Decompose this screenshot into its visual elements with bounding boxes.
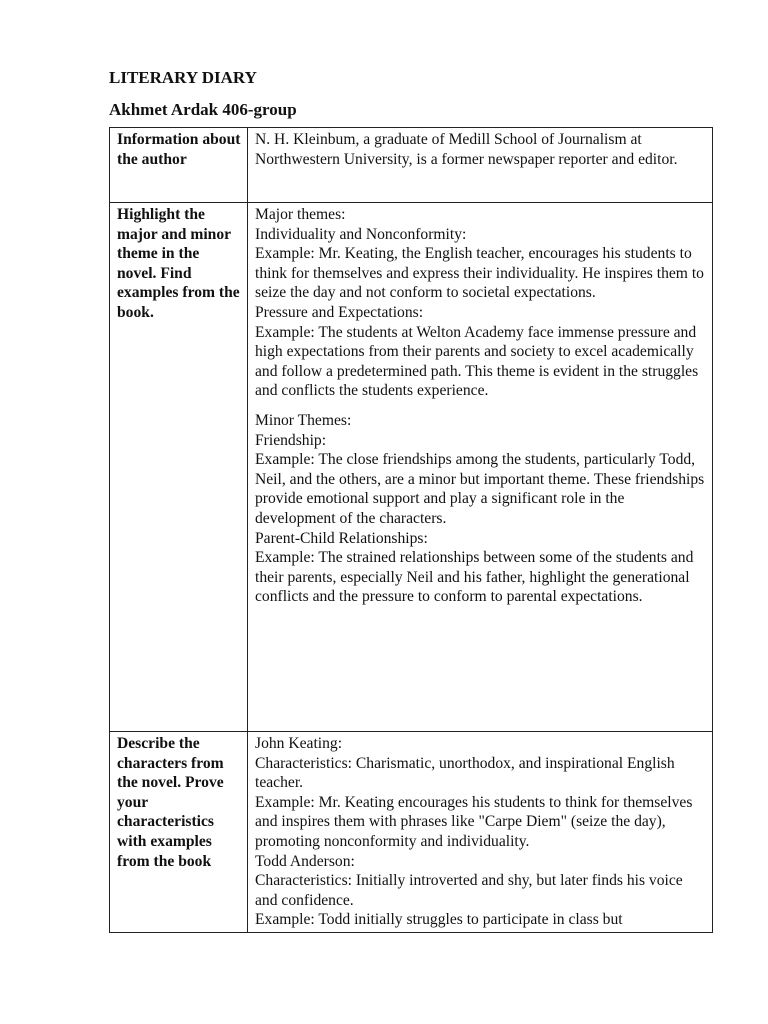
row-content-author [248, 128, 713, 203]
theme-pressure-example: Example: The students at Welton Academy face immense pressure and high expectations from their parents and society to excel academically and follow a predetermined path. This theme is evident in the struggles and conflicts the students experience. [255, 323, 699, 400]
theme-individuality-example: Example: Mr. Keating, the English teacher, encourages his students to think for themselves and express their individuality. He inspires them to seize the day and not conform to societal expectations. [255, 245, 704, 302]
character-keating-characteristics: Characteristics: Charismatic, unorthodox, and inspirational English teacher. [255, 754, 675, 792]
row-label-author: Information about the author [110, 128, 248, 203]
theme-pressure-heading: Pressure and Expectations: [255, 303, 424, 321]
theme-individuality-heading: Individuality and Nonconformity: [255, 225, 467, 243]
paragraph-gap [255, 401, 706, 411]
document-title: LITERARY DIARY [109, 68, 257, 87]
character-keating-name: John Keating: [255, 735, 343, 752]
minor-themes-heading: Minor Themes: [255, 411, 352, 429]
character-keating-example: Example: Mr. Keating encourages his students to think for themselves and inspires them with phrases like "Carpe Diem" (seize the day), promoting nonconformity and individuality. [255, 793, 693, 850]
row-label-themes: Highlight the major and minor theme in the novel. Find examples from the book. [110, 203, 248, 732]
author-info-text: N. H. Kleinbum, a graduate of Medill School of Journalism at Northwestern University, is a former newspaper reporter and editor. [255, 131, 678, 168]
theme-parent-child-heading: Parent-Child Relationships: [255, 529, 428, 547]
literary-diary-table [109, 127, 713, 933]
table-row-themes [110, 203, 713, 732]
row-content-themes [248, 203, 713, 732]
table-row-author [110, 128, 713, 203]
row-content-characters [248, 732, 713, 933]
document-subtitle: Akhmet Ardak 406-group [109, 100, 297, 119]
theme-friendship-example: Example: The close friendships among the students, particularly Todd, Neil, and the others, are a minor but important theme. These friendships provide emotional support and play a significant role in the development of the characters. [255, 451, 705, 527]
theme-parent-child-example: Example: The strained relationships between some of the students and their parents, especially Neil and his father, highlight the generational conflicts and the pressure to conform to parental expectations. [255, 549, 694, 606]
row-label-characters: Describe the characters from the novel. Prove your characteristics with examples from the book [110, 732, 248, 933]
character-todd-name: Todd Anderson: [255, 852, 355, 870]
character-todd-example: Example: Todd initially struggles to participate in class but [255, 911, 623, 929]
character-todd-characteristics: Characteristics: Initially introverted and shy, but later finds his voice and confidence. [255, 872, 683, 909]
theme-friendship-heading: Friendship: [255, 431, 327, 449]
table-row-characters [110, 732, 713, 933]
major-themes-heading: Major themes: [255, 206, 346, 223]
